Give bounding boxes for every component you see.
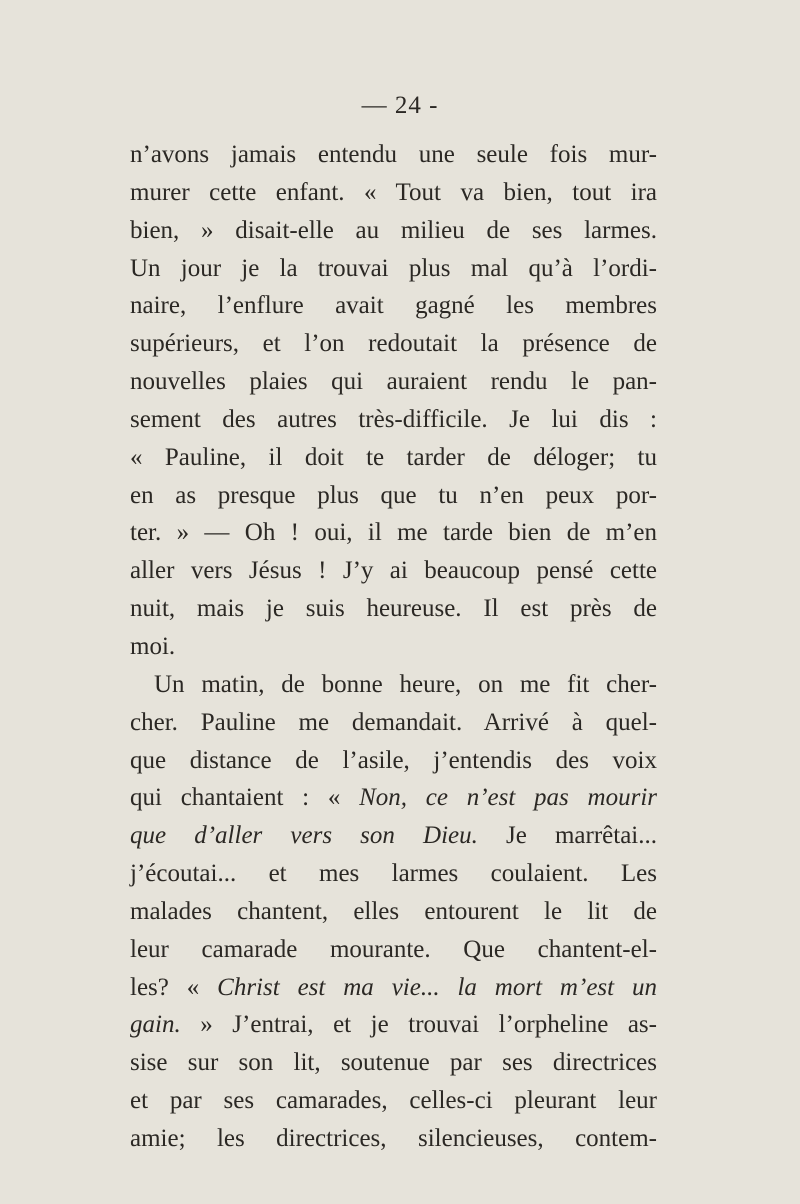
text-line: [130, 931, 657, 969]
text-segment: nouvelles plaies qui auraient rendu le pan-: [130, 368, 657, 396]
text-segment: bien, » disait-elle au milieu de ses larmes.: [130, 216, 657, 244]
text-segment: ter. » — Oh ! oui, il me tarde bien de m’en: [130, 519, 657, 547]
text-line: [130, 287, 657, 325]
text-line: [130, 893, 657, 931]
text-line: [130, 363, 657, 401]
text-segment: que distance de l’asile, j’entendis des voix: [130, 746, 657, 774]
text-segment: j’écoutai... et mes larmes coulaient. Les: [130, 860, 657, 888]
text-line: [130, 969, 657, 1007]
text-segment: malades chantent, elles entourent le lit de: [130, 897, 657, 925]
text-segment: supérieurs, et l’on redoutait la présence de: [130, 330, 657, 358]
text-segment: moi.: [130, 632, 176, 660]
text-segment: » J’entrai, et je trouvai l’orpheline as-: [180, 1011, 657, 1039]
page-number: — 24 -: [361, 92, 439, 119]
text-line: [130, 136, 657, 174]
text-line: [130, 855, 657, 893]
text-line: [130, 1006, 657, 1044]
text-line: [130, 742, 657, 780]
text-segment: qui chantaient : «: [130, 784, 360, 812]
text-segment: en as presque plus que tu n’en peux por-: [130, 481, 657, 509]
text-line: [130, 1044, 657, 1082]
text-segment: les? «: [130, 973, 218, 1001]
text-segment: Un jour je la trouvai plus mal qu’à l’ordi-: [130, 254, 657, 282]
body-text: [130, 136, 657, 1158]
text-segment: amie; les directrices, silencieuses, contem-: [130, 1124, 657, 1152]
text-line: [130, 514, 657, 552]
text-line: [130, 325, 657, 363]
italic-text: que d’aller vers son Dieu.: [130, 822, 478, 850]
text-segment: leur camarade mourante. Que chantent-el-: [130, 935, 657, 963]
italic-text: gain.: [130, 1011, 181, 1039]
text-line: [130, 1082, 657, 1120]
text-line: [130, 174, 657, 212]
text-segment: et par ses camarades, celles-ci pleurant leur: [130, 1087, 657, 1115]
text-line: [130, 704, 657, 742]
italic-text: Non, ce n’est pas mourir: [359, 784, 657, 812]
text-line: [130, 212, 657, 250]
text-line: [130, 250, 657, 288]
text-segment: naire, l’enflure avait gagné les membres: [130, 292, 657, 320]
text-segment: sise sur son lit, soutenue par ses directrices: [130, 1049, 657, 1077]
text-line: [130, 401, 657, 439]
text-segment: Je marrêtai...: [477, 822, 657, 850]
text-line: [130, 552, 657, 590]
text-segment: n’avons jamais entendu une seule fois mur-: [130, 141, 657, 168]
text-line: [130, 590, 657, 628]
text-line: [130, 628, 657, 666]
text-line: [130, 817, 657, 855]
italic-text: Christ est ma vie... la mort m’est un: [217, 973, 657, 1001]
text-segment: sement des autres très-difficile. Je lui dis :: [130, 405, 657, 433]
text-segment: aller vers Jésus ! J’y ai beaucoup pensé cette: [130, 557, 657, 585]
text-segment: cher. Pauline me demandait. Arrivé à quel-: [130, 708, 657, 736]
text-line: [130, 666, 657, 704]
text-segment: Un matin, de bonne heure, on me fit cher-: [154, 670, 657, 698]
text-line: [130, 1120, 657, 1158]
text-line: [130, 439, 657, 477]
text-segment: « Pauline, il doit te tarder de déloger; tu: [130, 443, 657, 471]
text-segment: nuit, mais je suis heureuse. Il est près de: [130, 595, 657, 623]
text-line: [130, 779, 657, 817]
text-line: [130, 477, 657, 515]
text-segment: murer cette enfant. « Tout va bien, tout ira: [130, 178, 657, 206]
